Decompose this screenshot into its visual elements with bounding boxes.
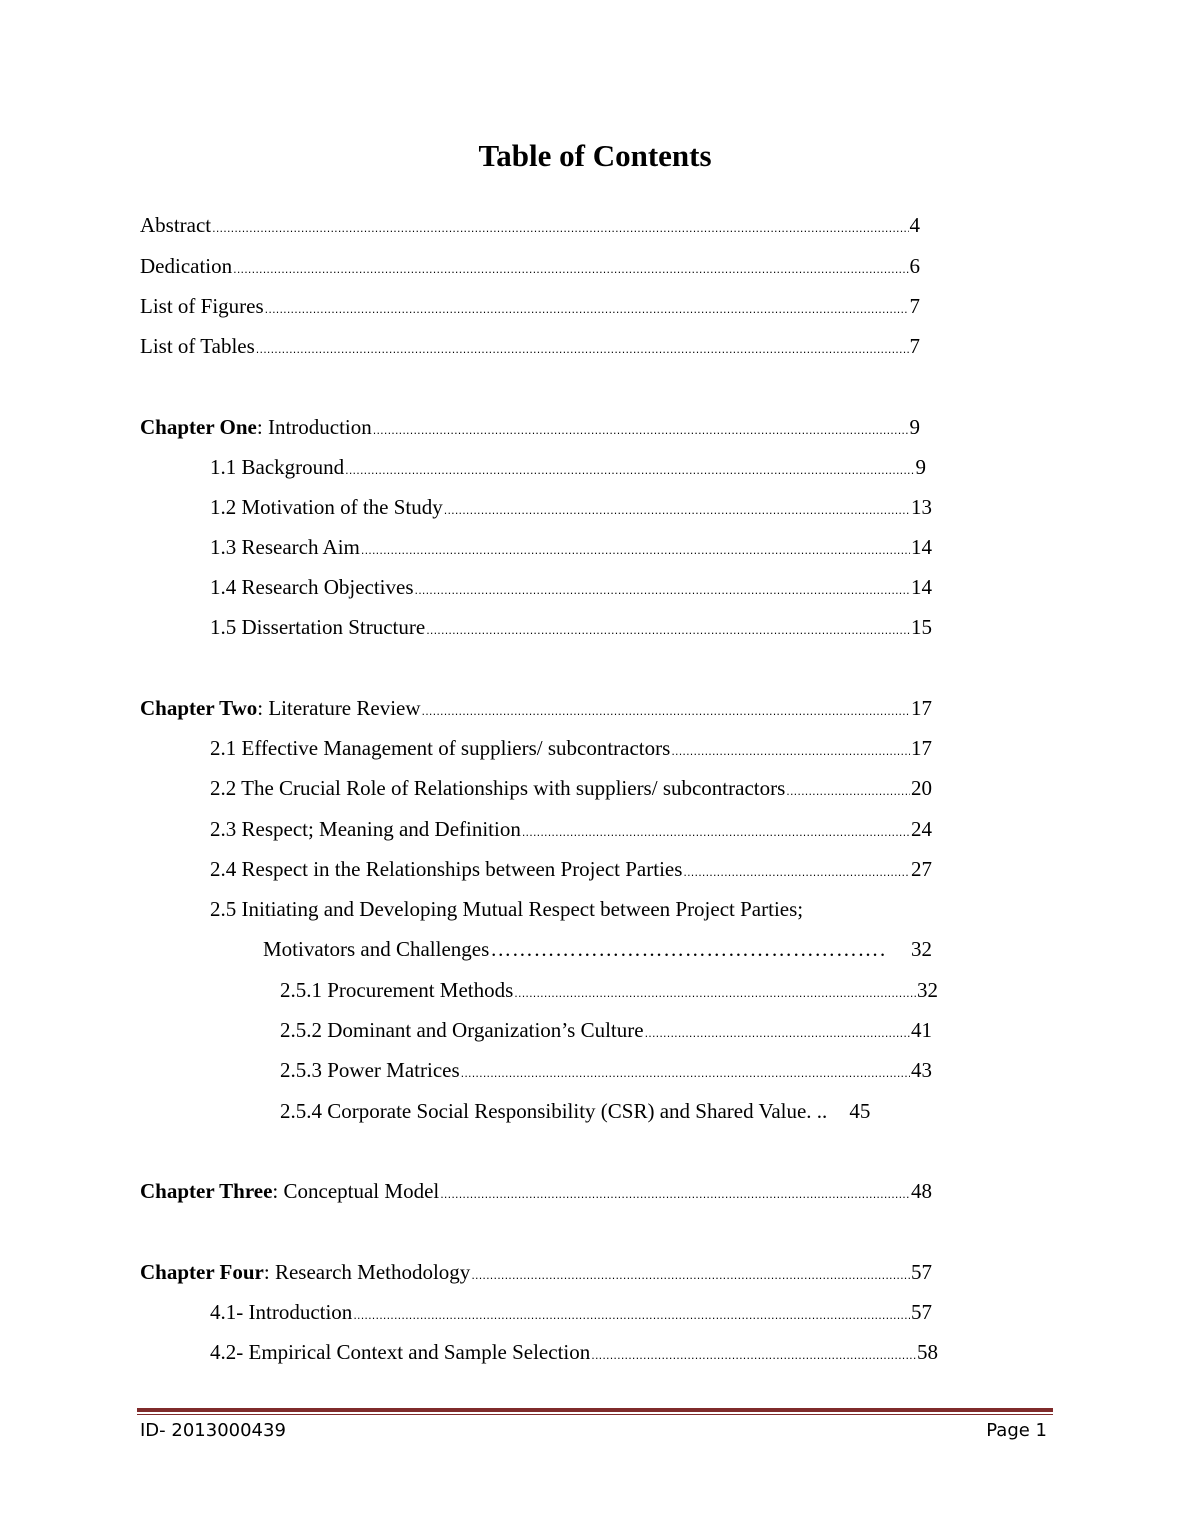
toc-label: 1.2 Motivation of the Study <box>210 495 443 519</box>
toc-label: 4.1- Introduction <box>210 1300 353 1324</box>
toc-page-number: 45 <box>849 1099 871 1123</box>
dot-leader <box>461 1061 910 1087</box>
toc-page-number: 7 <box>909 294 920 318</box>
dot-leader <box>415 578 910 604</box>
toc-entry-chapter-two[interactable] <box>140 695 932 725</box>
dot-leader <box>212 216 908 242</box>
toc-page-number: 13 <box>911 495 932 519</box>
toc-page-number: 20 <box>911 776 932 800</box>
toc-label: List of Figures <box>140 294 264 318</box>
dot-leader <box>683 860 910 886</box>
toc-entry-chapter-three[interactable] <box>140 1178 932 1208</box>
toc-entry-chapter-one[interactable] <box>140 414 920 444</box>
toc-label <box>140 695 421 721</box>
toc-label: 1.3 Research Aim <box>210 535 360 559</box>
chapter-title: : Introduction <box>256 415 372 439</box>
toc-label: 1.5 Dissertation Structure <box>210 615 426 639</box>
toc-page-number: 6 <box>909 254 920 278</box>
toc-entry-2-1[interactable] <box>210 735 932 765</box>
toc-page-number: 24 <box>911 817 932 841</box>
toc-page-number: 41 <box>911 1018 932 1042</box>
toc-entry-abstract[interactable] <box>140 212 920 242</box>
toc-page-number: 32 <box>917 978 938 1002</box>
page-title: Table of Contents <box>478 138 712 173</box>
toc-entry-1-3[interactable] <box>210 534 932 564</box>
toc-page-number: 32 <box>911 937 932 961</box>
toc-entry-1-2[interactable] <box>210 494 932 524</box>
toc-label: 1.4 Research Objectives <box>210 575 414 599</box>
toc-label: 2.5.2 Dominant and Organization’s Culture <box>280 1018 644 1042</box>
toc-label: 2.5.3 Power Matrices <box>280 1058 460 1082</box>
toc-label: 2.5.1 Procurement Methods <box>280 978 514 1002</box>
dot-leader <box>671 739 910 765</box>
toc-label: 2.2 The Crucial Role of Relationships with suppliers/ subcontractors <box>210 776 786 800</box>
toc-label <box>140 1259 470 1285</box>
dot-leader <box>490 936 888 962</box>
dot-leader <box>422 699 910 725</box>
footer-rule-thin <box>137 1414 1053 1415</box>
toc-label: Abstract <box>140 213 212 237</box>
toc-entry-1-4[interactable] <box>210 574 932 604</box>
toc-page-number: 57 <box>911 1260 932 1284</box>
toc-page-number: 43 <box>911 1058 932 1082</box>
toc-entry-2-5-4[interactable] <box>280 1098 940 1124</box>
toc-label: List of Tables <box>140 334 255 358</box>
toc-page-number: 57 <box>911 1300 932 1324</box>
toc-entry-2-2[interactable] <box>210 775 932 805</box>
toc-label: 2.3 Respect; Meaning and Definition <box>210 817 521 841</box>
footer-page-number: Page 1 <box>986 1420 1047 1441</box>
footer-rule-thick <box>137 1408 1053 1412</box>
toc-entry-2-5-continued[interactable] <box>263 936 932 962</box>
toc-label: 4.2- Empirical Context and Sample Selection <box>210 1340 591 1364</box>
toc-entry-2-4[interactable] <box>210 856 932 886</box>
toc-entry-2-5-3[interactable] <box>280 1057 932 1087</box>
toc-label: Motivators and Challenges <box>263 937 490 961</box>
chapter-heading: Chapter Three <box>140 1179 273 1203</box>
toc-entry-list-of-figures[interactable] <box>140 293 920 323</box>
dot-leader <box>361 538 910 564</box>
dot-leader <box>373 418 909 444</box>
chapter-heading: Chapter Two <box>140 696 258 720</box>
dot-leader <box>645 1021 910 1047</box>
toc-entry-2-3[interactable] <box>210 816 932 846</box>
toc-page-number: 7 <box>909 334 920 358</box>
toc-label: Dedication <box>140 254 233 278</box>
dot-leader <box>444 498 910 524</box>
dot-leader <box>514 981 916 1007</box>
toc-entry-list-of-tables[interactable] <box>140 333 920 363</box>
toc-entry-2-5-1[interactable] <box>280 977 938 1007</box>
toc-entry-dedication[interactable] <box>140 253 920 283</box>
toc-entry-1-5[interactable] <box>210 614 932 644</box>
chapter-heading: Chapter One <box>140 415 257 439</box>
toc-entry-4-2[interactable] <box>210 1339 938 1369</box>
toc-entry-2-5[interactable] <box>210 896 932 922</box>
toc-label: 2.4 Respect in the Relationships between Project Parties <box>210 857 683 881</box>
chapter-title: : Literature Review <box>257 696 421 720</box>
toc-page-number: 58 <box>917 1340 938 1364</box>
toc-label: 1.1 Background <box>210 455 345 479</box>
chapter-title: : Research Methodology <box>263 1260 471 1284</box>
dot-leader <box>522 820 910 846</box>
dot-leader <box>233 257 908 283</box>
dot-leader <box>256 337 909 363</box>
toc-page-number: 14 <box>911 535 932 559</box>
toc-page-number: 9 <box>915 455 926 479</box>
toc-label: 2.1 Effective Management of suppliers/ subcontractors <box>210 736 671 760</box>
toc-page-number: 17 <box>911 736 932 760</box>
dot-leader <box>353 1303 910 1329</box>
toc-page-number: 17 <box>911 696 932 720</box>
toc-page-number: 27 <box>911 857 932 881</box>
toc-page-number: 15 <box>911 615 932 639</box>
footer-student-id: ID- 2013000439 <box>140 1420 286 1441</box>
toc-entry-chapter-four[interactable] <box>140 1259 932 1289</box>
dot-leader <box>265 297 909 323</box>
dot-leader <box>345 458 914 484</box>
dot-leader <box>440 1182 910 1208</box>
dot-leader <box>786 779 910 805</box>
toc-page-number: 4 <box>909 213 920 237</box>
toc-page-number: 48 <box>911 1179 932 1203</box>
dot-leader <box>426 618 910 644</box>
toc-page-number: 14 <box>911 575 932 599</box>
toc-label <box>140 414 372 440</box>
toc-entry-2-5-2[interactable] <box>280 1017 932 1047</box>
dot-leader <box>471 1263 910 1289</box>
chapter-heading: Chapter Four <box>140 1260 264 1284</box>
chapter-title: : Conceptual Model <box>272 1179 440 1203</box>
toc-label: 2.5.4 Corporate Social Responsibility (CSR) and Shared Value. .. <box>280 1099 828 1123</box>
toc-entry-1-1[interactable] <box>210 454 926 484</box>
toc-page-number: 9 <box>909 415 920 439</box>
dot-leader <box>591 1343 916 1369</box>
toc-label <box>140 1178 439 1204</box>
toc-entry-4-1[interactable] <box>210 1299 932 1329</box>
toc-label: 2.5 Initiating and Developing Mutual Respect between Project Parties; <box>210 897 804 921</box>
